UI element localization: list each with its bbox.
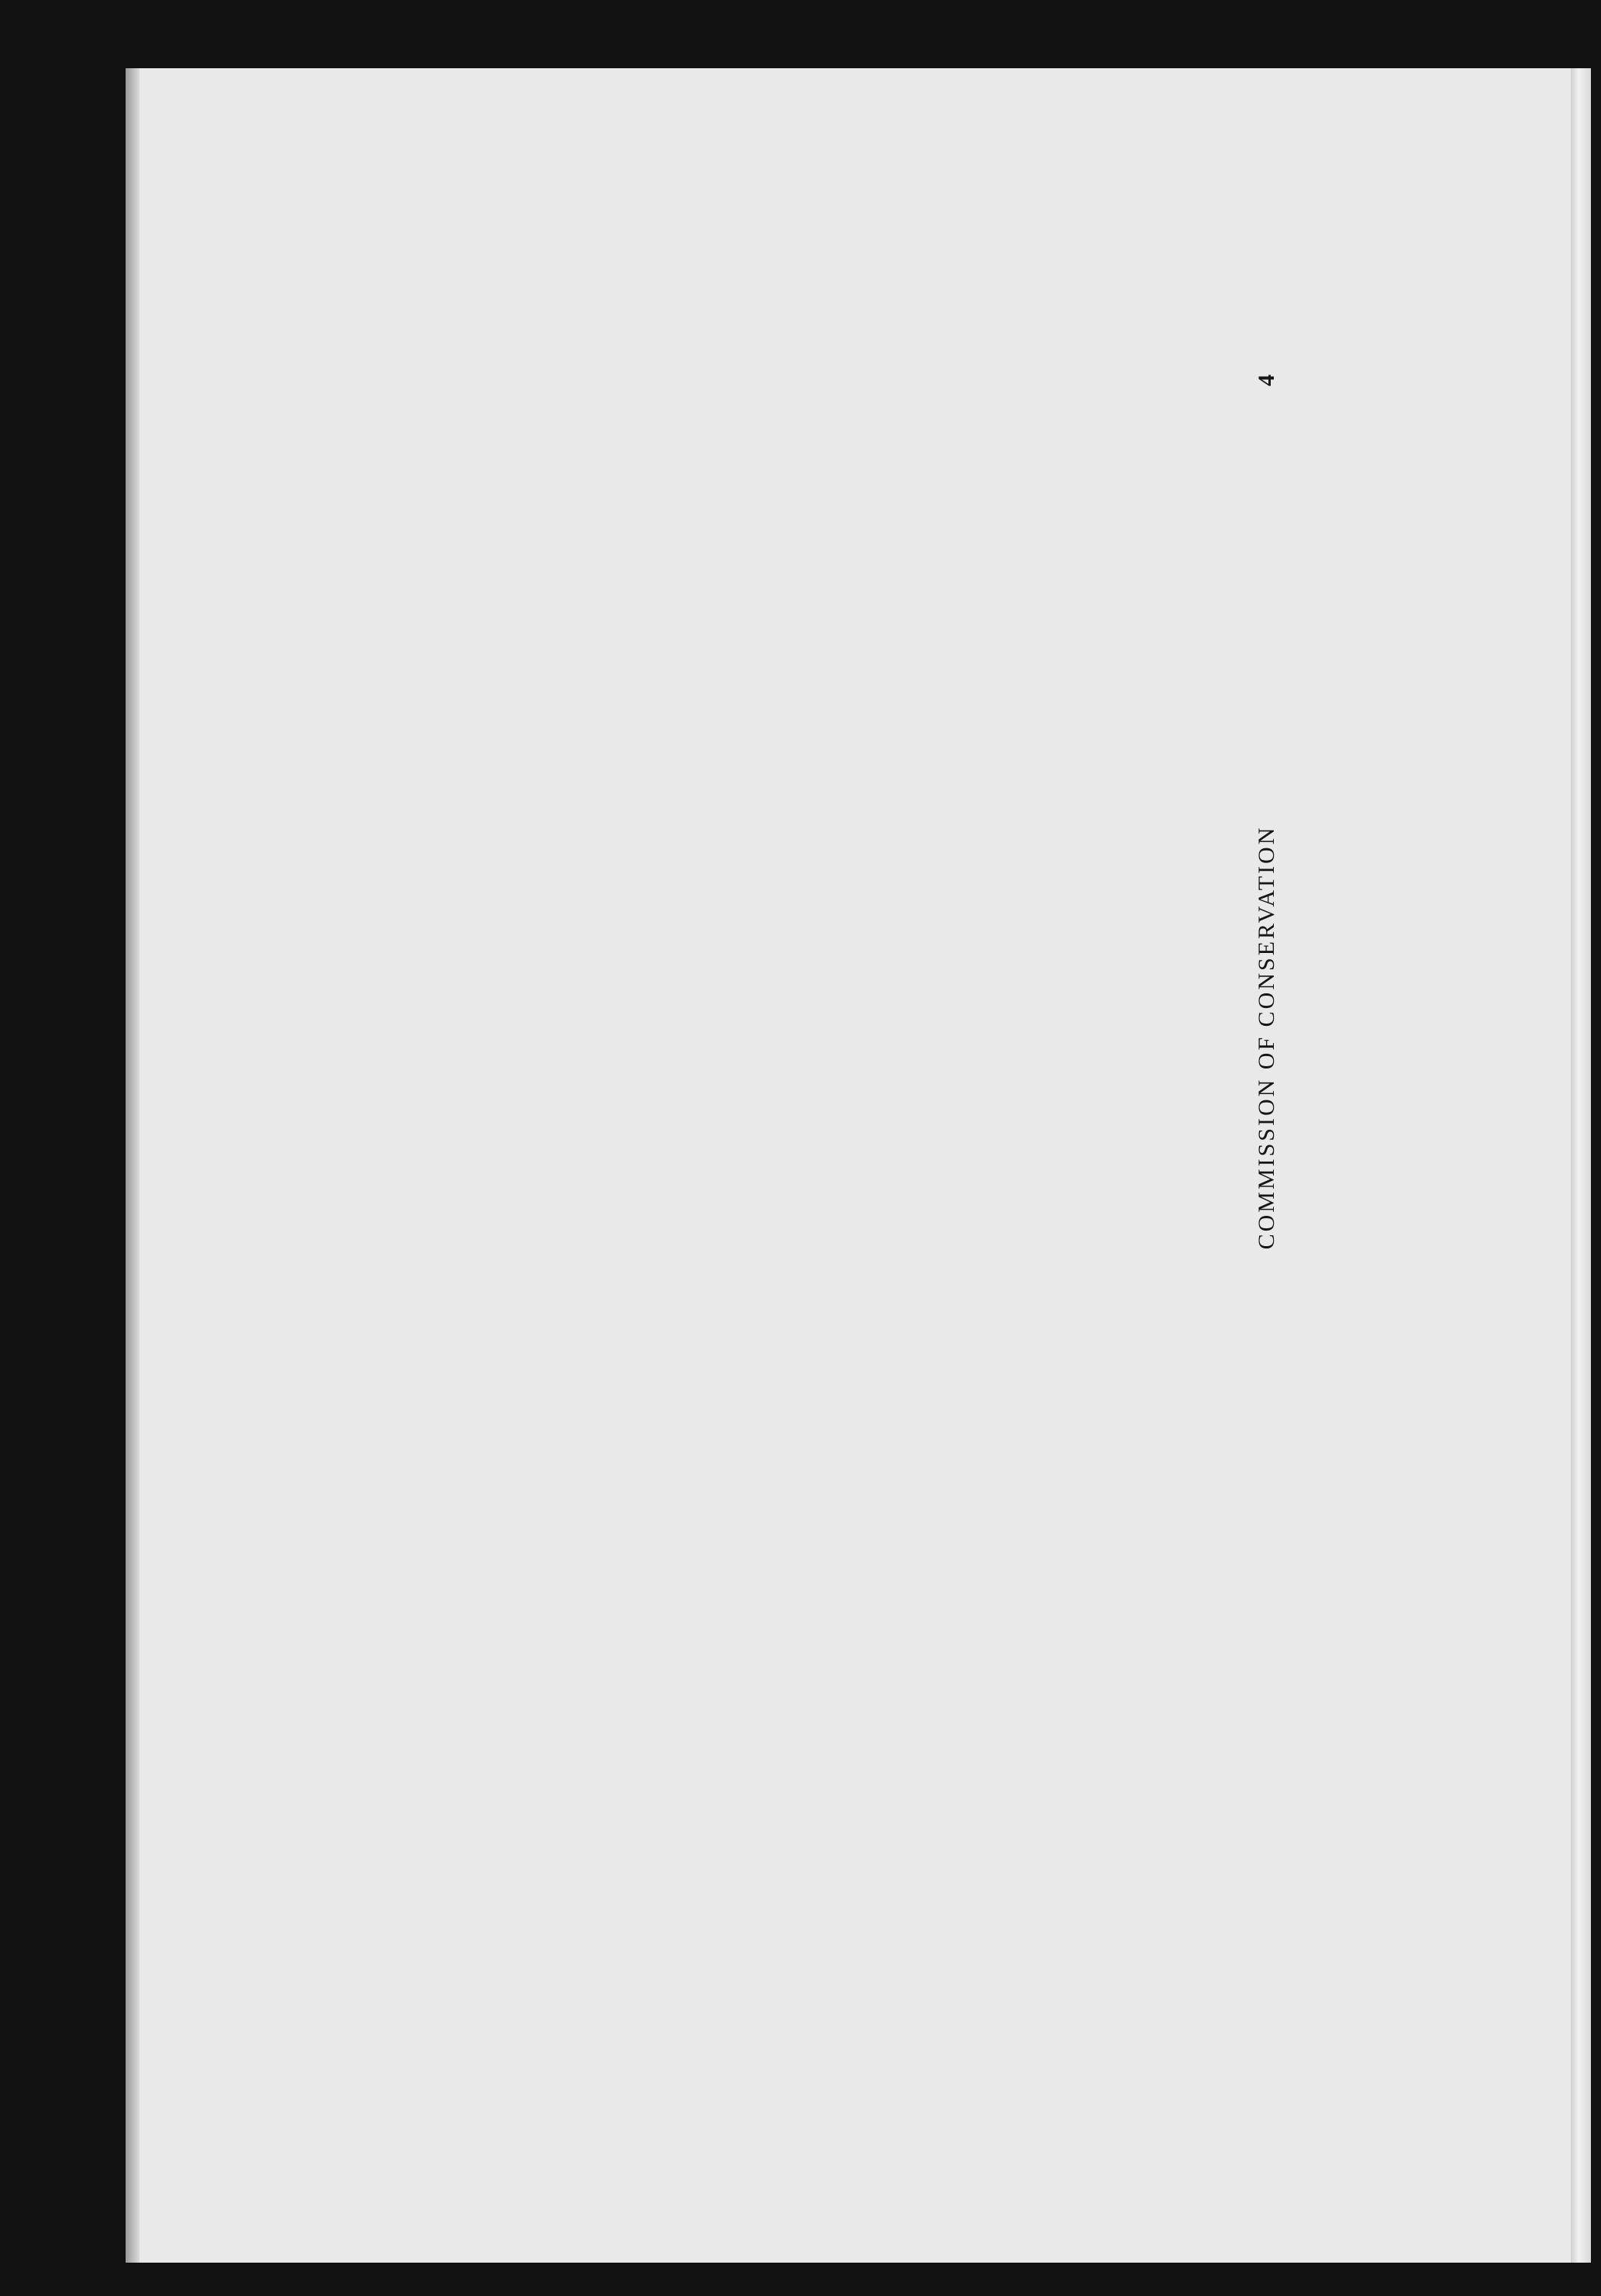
running-head-title: COMMISSION OF CONSERVATION <box>1254 825 1279 1250</box>
running-head <box>1254 355 1292 2077</box>
page-number: 4 <box>1254 372 1279 386</box>
scanned-page <box>126 68 1591 2263</box>
rotated-content <box>1254 355 1591 2077</box>
binding-gutter <box>126 68 140 2263</box>
